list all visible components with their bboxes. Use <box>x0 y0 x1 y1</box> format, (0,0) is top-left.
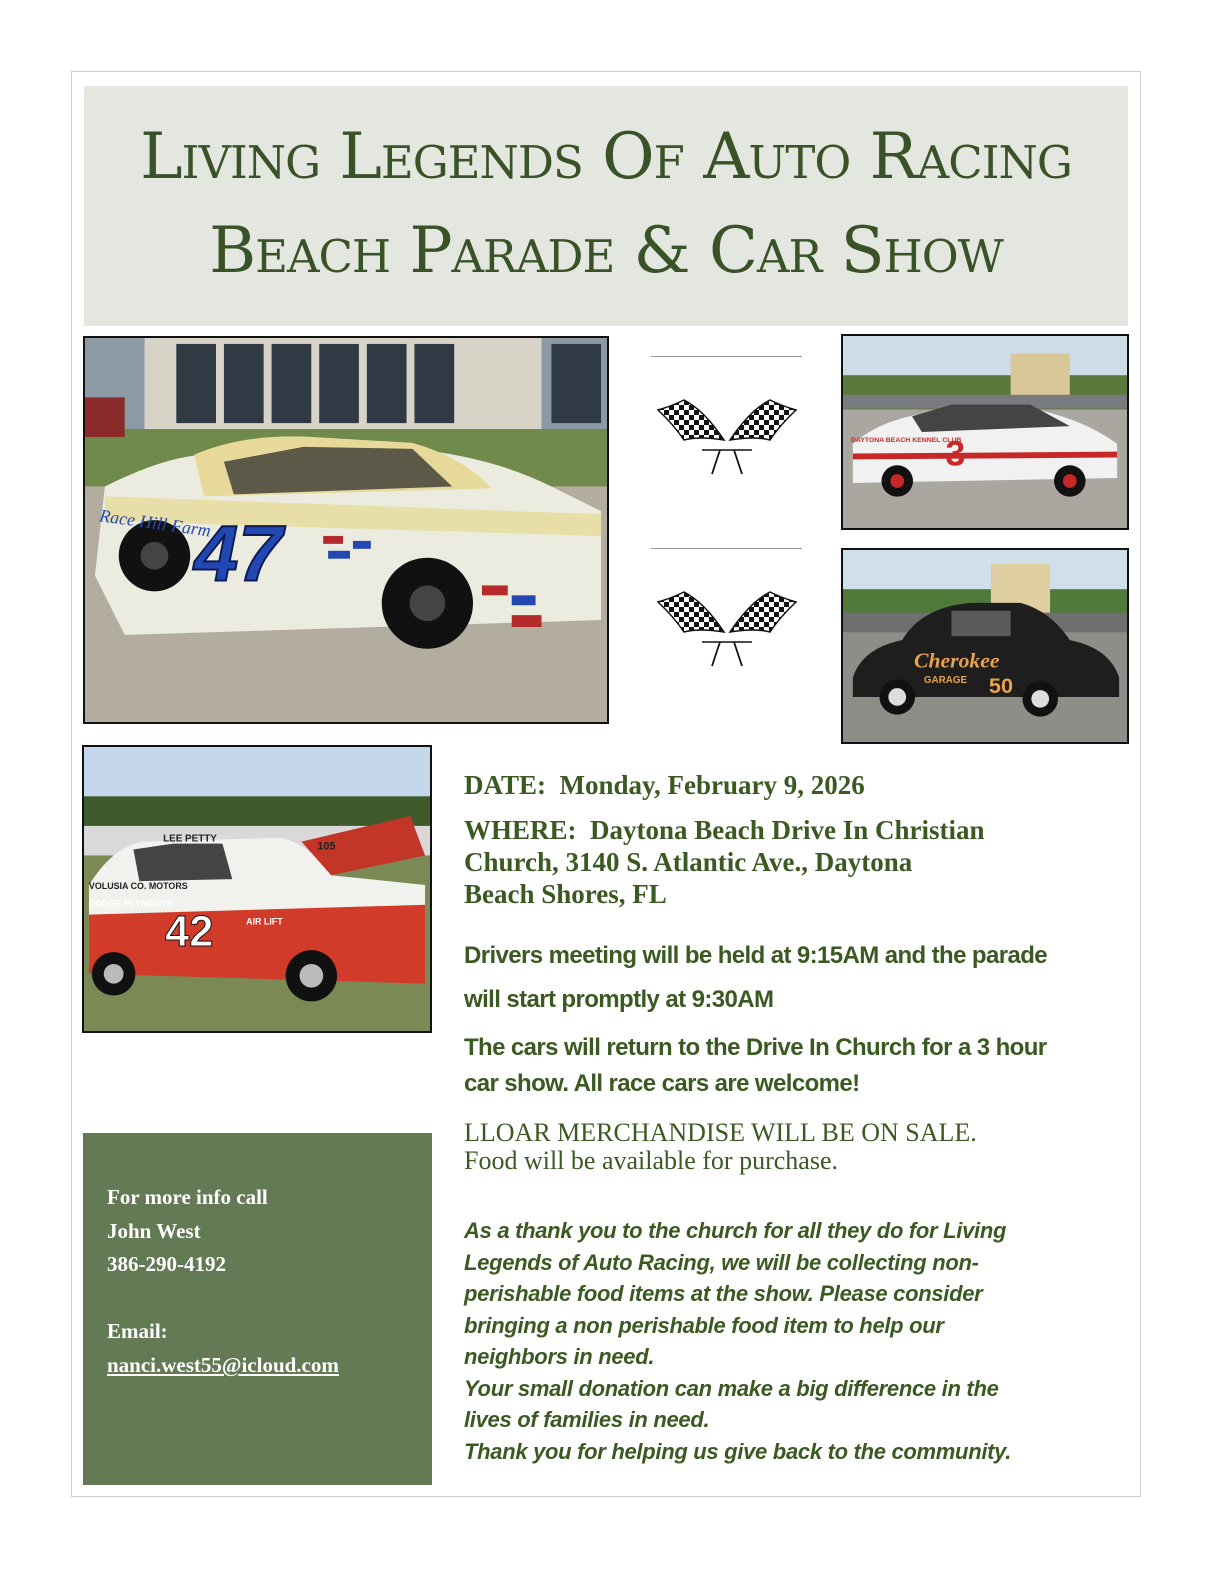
donation-line: perishable food items at the show. Please consider <box>464 1281 983 1306</box>
car-47-number: 47 <box>194 508 283 598</box>
meeting-line-2: will start promptly at 9:30AM <box>464 986 774 1013</box>
donation-message <box>464 1215 1011 1467</box>
date-label: DATE: <box>464 770 547 800</box>
merch-info <box>464 1119 977 1175</box>
car-42-sponsor-1: VOLUSIA CO. MOTORS <box>88 881 188 891</box>
where-label: WHERE: <box>464 815 577 845</box>
car-50-sponsor: Cherokee <box>914 648 1000 673</box>
show-line-2: car show. All race cars are welcome! <box>464 1070 860 1097</box>
car-42-driver: LEE PETTY <box>163 833 217 845</box>
contact-line-1: For more info call <box>107 1185 268 1209</box>
divider-rule-2 <box>651 548 802 549</box>
divider-rule-1 <box>651 356 802 357</box>
meeting-line-1: Drivers meeting will be held at 9:15AM and the parade <box>464 942 1048 969</box>
car-show-info <box>464 1030 1047 1102</box>
car-50-sponsor-2: GARAGE <box>923 675 968 687</box>
donation-line: lives of families in need. <box>464 1407 710 1432</box>
photo-car-3 <box>841 334 1129 530</box>
car-42-sponsor-2: DODGE-PLYMOUTH <box>88 898 174 909</box>
where-line-2: Church, 3140 S. Atlantic Ave., Daytona <box>464 847 913 877</box>
title-line-2: Beach Parade & Car Show <box>209 214 1003 288</box>
email-label: Email: <box>107 1319 168 1343</box>
donation-line: As a thank you to the church for all they do for Living <box>464 1218 1007 1243</box>
car-47-sponsor: Race Hill Farm <box>98 505 213 541</box>
event-where <box>464 814 985 910</box>
donation-line: Thank you for helping us give back to the community. <box>464 1438 1012 1464</box>
car-42-number: 42 <box>165 908 214 957</box>
event-date <box>464 770 865 801</box>
donation-line: bringing a non perishable food item to help our <box>464 1312 944 1338</box>
car-42-badge: AIR LIFT <box>246 916 283 927</box>
contact-phone: 386-290-4192 <box>107 1252 226 1276</box>
merch-line: LLOAR MERCHANDISE WILL BE ON SALE. <box>464 1118 977 1147</box>
photo-car-50 <box>841 548 1129 744</box>
email-link[interactable]: nanci.west55@icloud.com <box>107 1353 339 1377</box>
donation-line: neighbors in need. <box>464 1344 655 1369</box>
where-line-1: Daytona Beach Drive In Christian <box>590 815 985 845</box>
car-50-number: 50 <box>988 673 1014 699</box>
donation-line: Your small donation can make a big difference in the <box>464 1375 999 1401</box>
checkered-flags-icon <box>654 572 800 672</box>
car-42-badge-2: 105 <box>317 840 336 853</box>
photo-car-42 <box>82 745 432 1033</box>
car-3-sponsor: DAYTONA BEACH KENNEL CLUB <box>850 436 962 444</box>
title-banner <box>84 86 1128 326</box>
checkered-flags-icon <box>654 380 800 480</box>
where-line-3: Beach Shores, FL <box>464 879 667 909</box>
date-value: Monday, February 9, 2026 <box>559 770 865 800</box>
drivers-meeting <box>464 934 1047 1022</box>
car-3-number: 3 <box>945 434 966 474</box>
contact-name: John West <box>107 1219 201 1243</box>
show-line-1: The cars will return to the Drive In Church for a 3 hour <box>464 1034 1047 1061</box>
title-line-1: Living Legends Of Auto Racing <box>140 120 1072 194</box>
donation-line: Legends of Auto Racing, we will be collecting non- <box>464 1249 979 1275</box>
food-line: Food will be available for purchase. <box>464 1146 838 1175</box>
contact-box <box>83 1133 432 1485</box>
photo-car-47 <box>83 336 609 724</box>
